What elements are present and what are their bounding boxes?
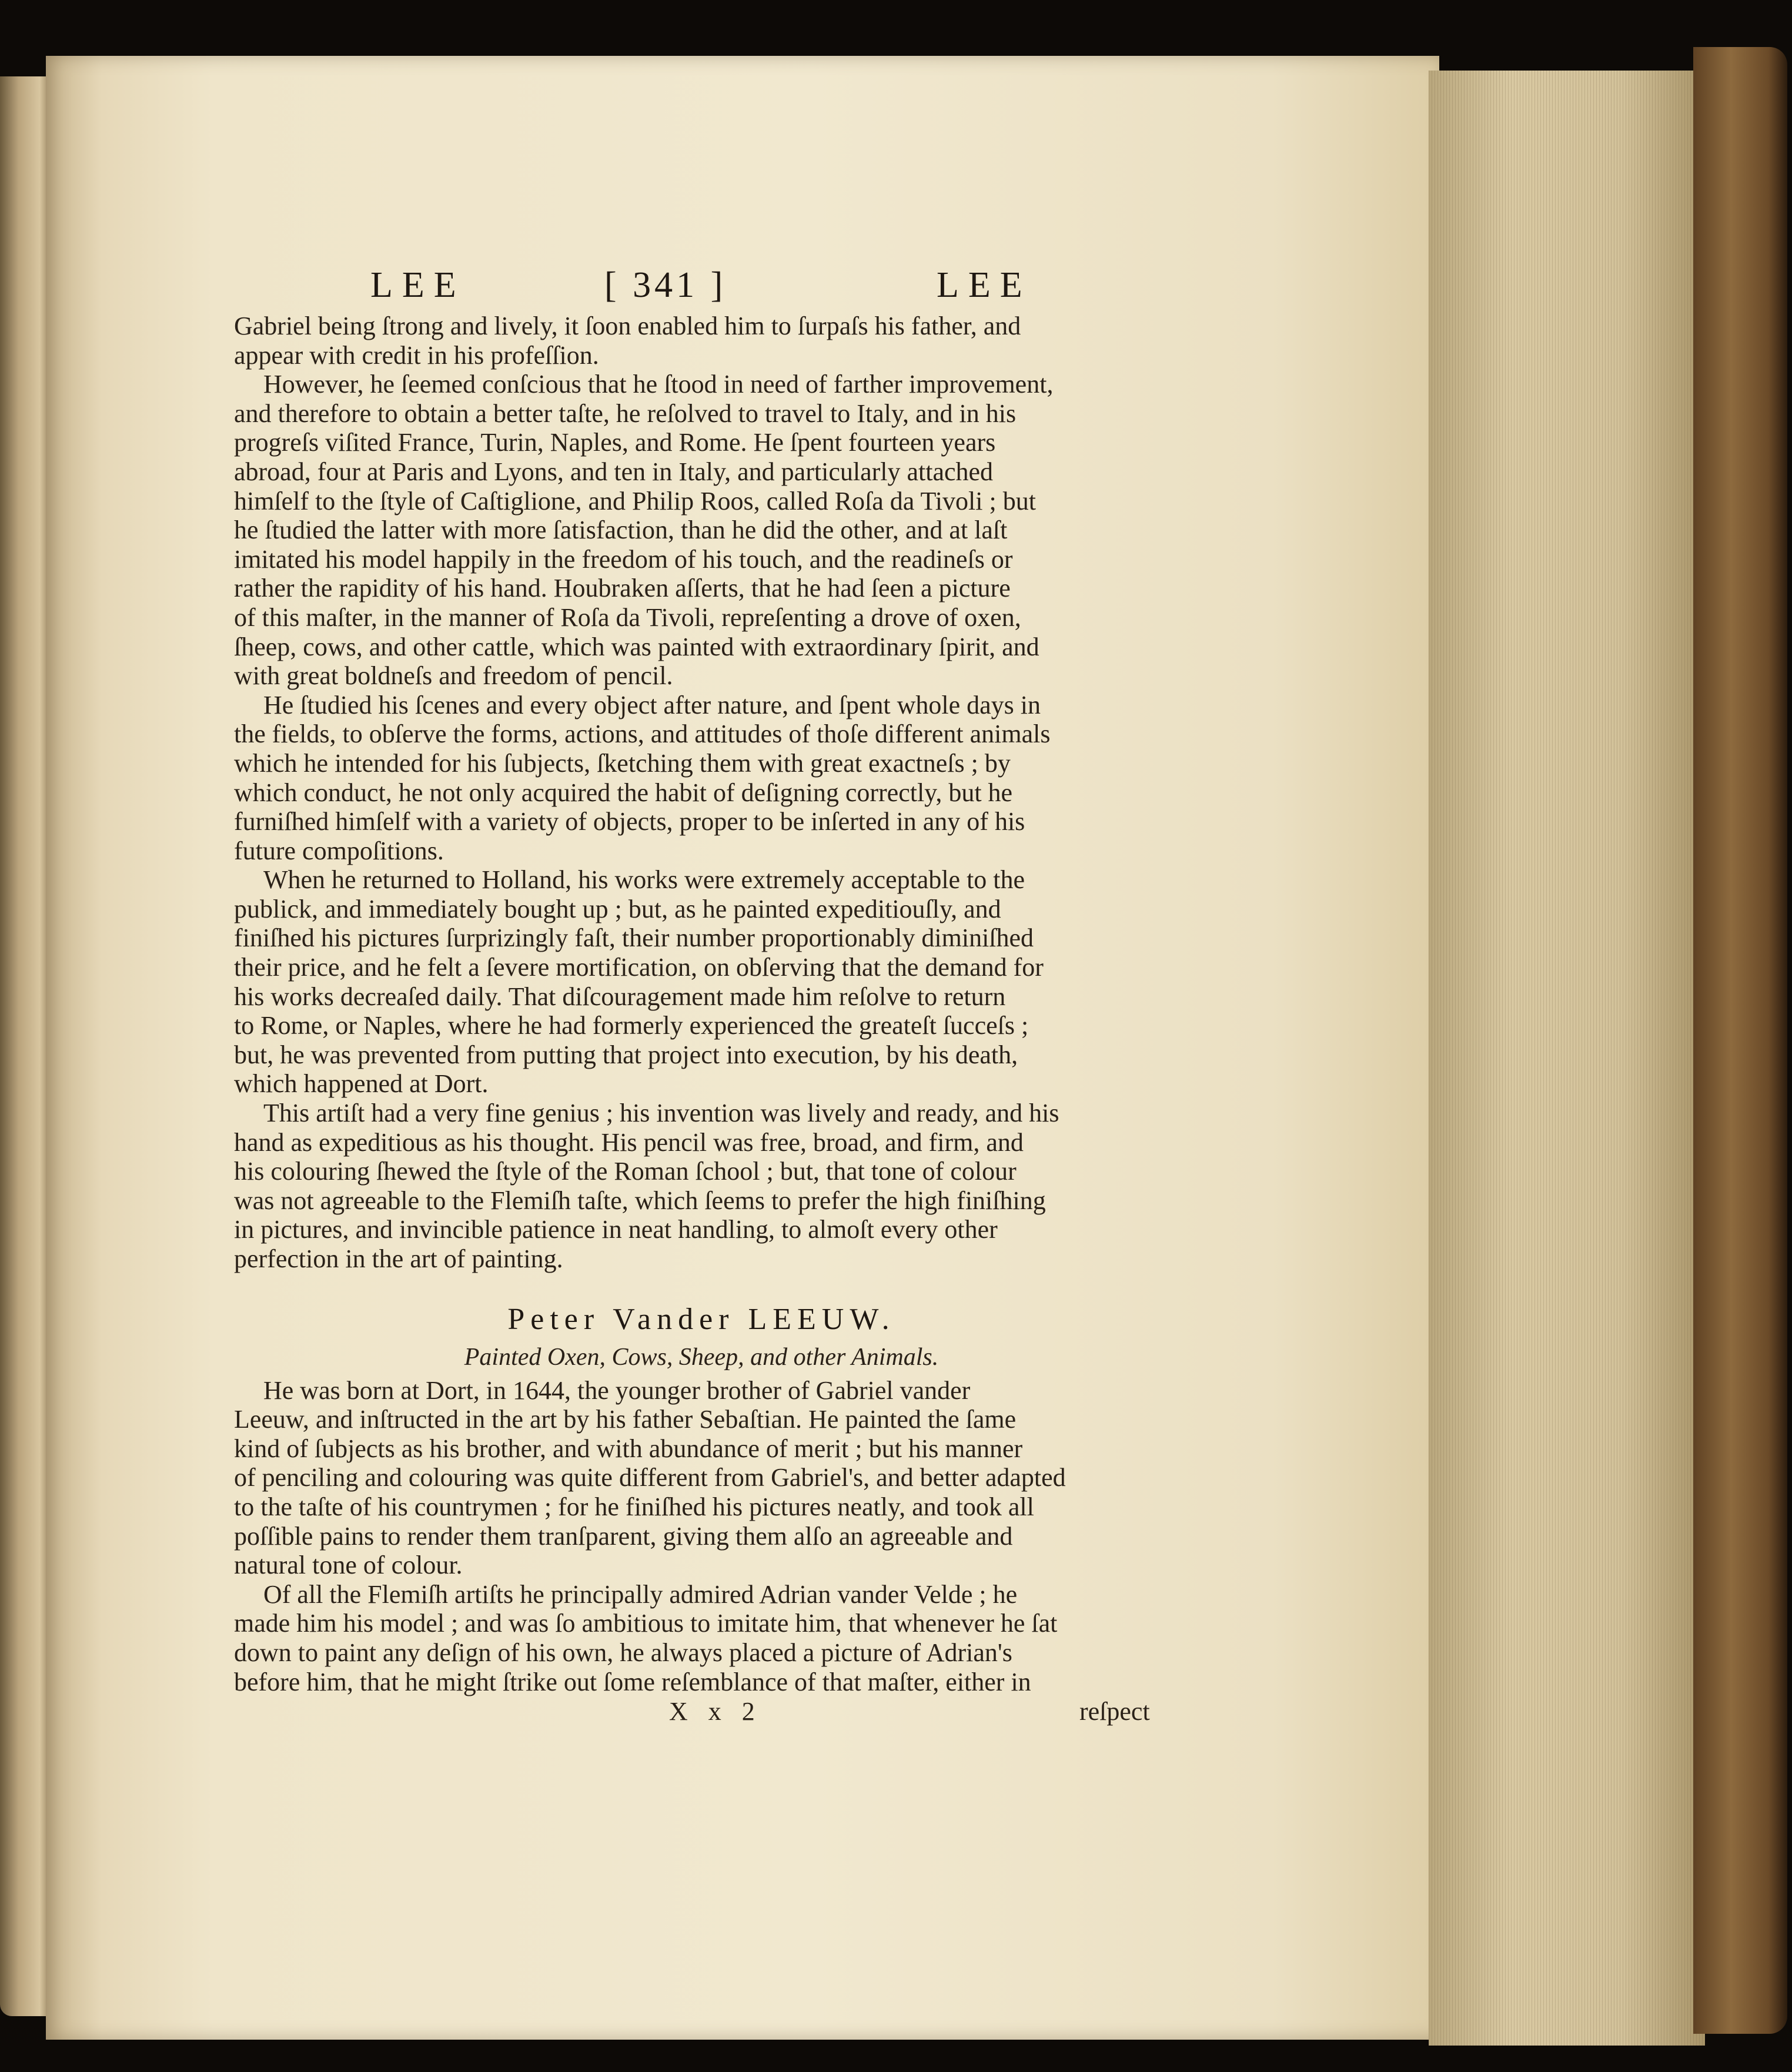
text-line: future compoſitions. [234,836,444,865]
text-line: in pictures, and invincible patience in neat handling, to almoſt every other [234,1215,998,1244]
text-line: publick, and immediately bought up ; but, as he painted expeditiouſly, and [234,894,1001,923]
paragraph [234,691,1169,866]
page-text [234,247,1169,1732]
section-title: Peter Vander LEEUW. [507,1302,895,1336]
text-line: which happened at Dort. [234,1069,489,1099]
text-line: his works decreaſed daily. That diſcouragement made him reſolve to return [234,982,1006,1011]
text-line: rather the rapidity of his hand. Houbraken aſſerts, that he had ſeen a picture [234,574,1011,603]
text-line: made him his model ; and was ſo ambitious to imitate him, that whenever he ſat [234,1609,1058,1638]
text-line: he ſtudied the latter with more ſatisfaction, than he did the other, and at laſt [234,516,1008,545]
running-head-left: LEE [370,265,466,305]
paragraph [234,312,1169,370]
paragraph [234,865,1169,1099]
catchword: reſpect [1079,1697,1150,1726]
text-line: However, he ſeemed conſcious that he ſtood in need of farther improvement, [263,370,1054,399]
text-line: with great boldneſs and freedom of pencil. [234,661,673,691]
text-line: kind of ſubjects as his brother, and with abundance of merit ; but his manner [234,1434,1023,1463]
text-line: Of all the Flemiſh artiſts he principally admired Adrian vander Velde ; he [263,1579,1018,1609]
running-head [234,247,1169,312]
text-line: When he returned to Holland, his works were extremely acceptable to the [263,865,1025,895]
text-line: which he intended for his ſubjects, ſketching them with great exactneſs ; by [234,748,1011,778]
text-line: down to paint any deſign of his own, he always placed a picture of Adrian's [234,1638,1012,1667]
paragraph [234,370,1169,691]
text-line: which conduct, he not only acquired the habit of deſigning correctly, but he [234,778,1013,807]
biography-gabriel [234,312,1169,1274]
paragraph [234,1580,1169,1696]
text-line: his colouring ſhewed the ſtyle of the Roman ſchool ; but, that tone of colour [234,1157,1017,1186]
text-line: poſſible pains to render them tranſparent, giving them alſo an agreeable and [234,1521,1013,1551]
left-page-edge [0,76,53,2016]
text-line: to the taſte of his countrymen ; for he finiſhed his pictures neatly, and took all [234,1492,1034,1521]
text-line: their price, and he felt a ſevere mortification, on obſerving that the demand for [234,953,1044,982]
text-line: before him, that he might ſtrike out ſome reſemblance of that maſter, either in [234,1667,1031,1696]
text-line: Gabriel being ſtrong and lively, it ſoon enabled him to ſurpaſs his father, and [234,312,1021,340]
book-cover [1693,47,1787,2034]
text-line: himſelf to the ſtyle of Caſtiglione, and Philip Roos, called Roſa da Tivoli ; but [234,486,1036,516]
signature-mark: X x 2 [669,1697,762,1726]
running-head-right: LEE [937,265,1032,305]
text-line: natural tone of colour. [234,1551,463,1580]
text-line: abroad, four at Paris and Lyons, and ten in Italy, and particularly attached [234,457,994,486]
text-line: finiſhed his pictures ſurprizingly faſt, their number proportionably diminiſhed [234,923,1034,953]
page-footer [234,1696,1169,1732]
text-line: to Rome, or Naples, where he had formerly experienced the greateſt ſucceſs ; [234,1011,1029,1040]
biography-peter [234,1376,1169,1697]
text-line: ſheep, cows, and other cattle, which was painted with extraordinary ſpirit, and [234,632,1039,661]
text-line: progreſs viſited France, Turin, Naples, and Rome. He ſpent fourteen years [234,428,996,457]
text-line: appear with credit in his profeſſion. [234,340,599,370]
text-line: but, he was prevented from putting that project into execution, by his death, [234,1040,1018,1069]
text-line: This artiſt had a very fine genius ; his invention was lively and ready, and his [263,1099,1059,1128]
text-line: He was born at Dort, in 1644, the younger brother of Gabriel vander [263,1375,971,1405]
text-line: He ſtudied his ſcenes and every object after nature, and ſpent whole days in [263,690,1041,719]
paragraph [234,1376,1169,1580]
text-line: was not agreeable to the Flemiſh taſte, which ſeems to prefer the high finiſhing [234,1186,1046,1215]
section-subtitle: Painted Oxen, Cows, Sheep, and other Animals. [464,1343,939,1371]
text-line: of penciling and colouring was quite different from Gabriel's, and better adapted [234,1463,1066,1492]
text-line: perfection in the art of painting. [234,1244,563,1273]
text-line: the fields, to obſerve the forms, actions, and attitudes of thoſe different animals [234,719,1051,749]
paragraph [234,1099,1169,1274]
page-number: [ 341 ] [604,265,727,305]
text-line: Leeuw, and inſtructed in the art by his father Sebaſtian. He painted the ſame [234,1405,1017,1434]
text-line: furniſhed himſelf with a variety of objects, proper to be inſerted in any of his [234,807,1025,836]
text-line: of this maſter, in the manner of Roſa da Tivoli, repreſenting a drove of oxen, [234,602,1021,632]
page-stack-edge [1429,71,1705,2046]
text-line: hand as expeditious as his thought. His pencil was free, broad, and firm, and [234,1127,1024,1157]
text-line: imitated his model happily in the freedom of his touch, and the readineſs or [234,544,1013,574]
text-line: and therefore to obtain a better taſte, he reſolved to travel to Italy, and in his [234,399,1017,428]
